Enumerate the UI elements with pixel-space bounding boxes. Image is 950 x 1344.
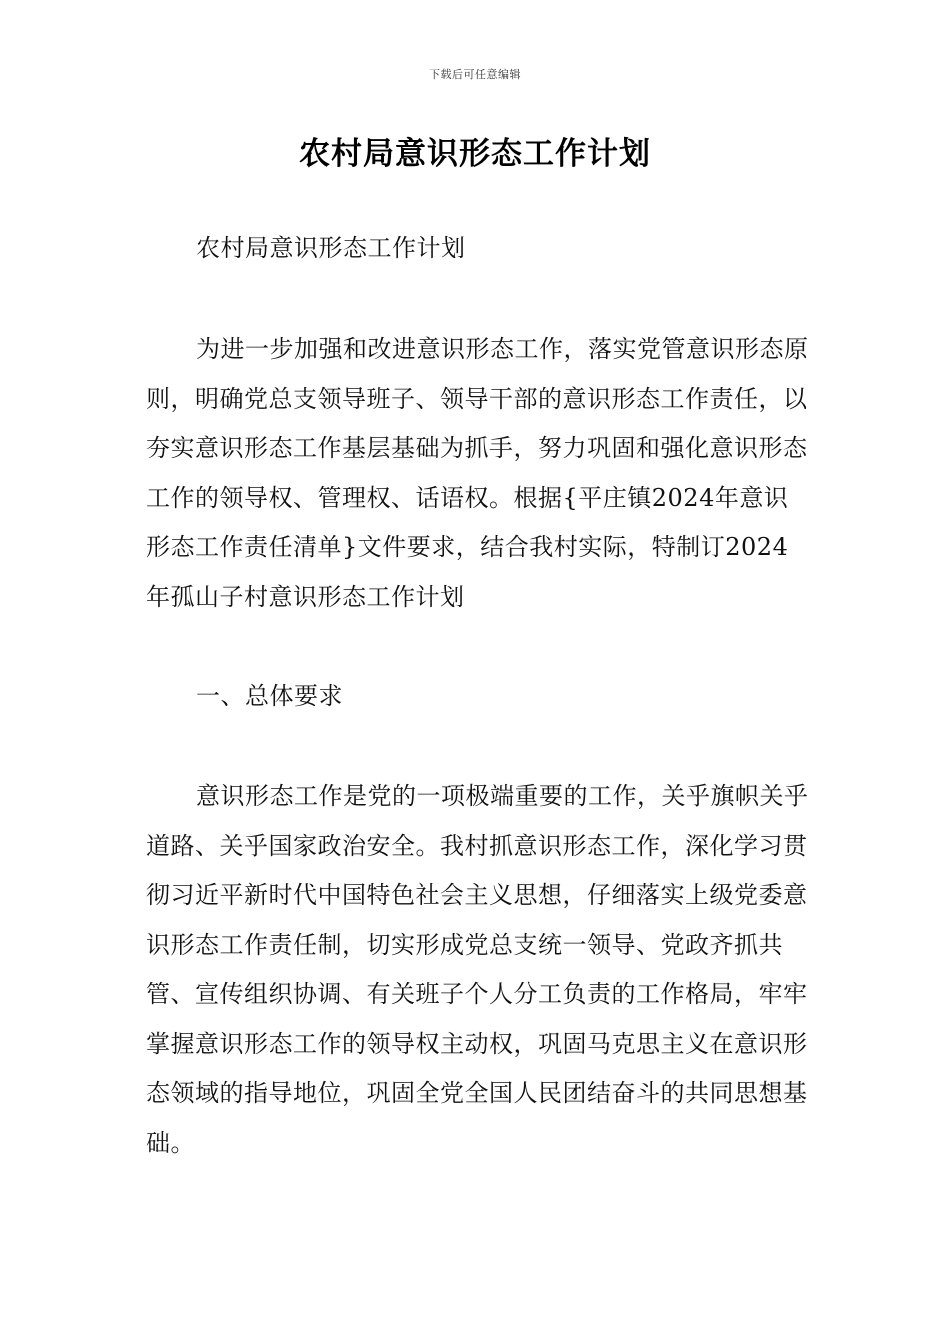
document-subtitle: 农村局意识形态工作计划 — [196, 234, 466, 262]
intro-paragraph: 为进一步加强和改进意识形态工作，落实党管意识形态原则，明确党总支领导班子、领导干部的意识形态工作责任，以夯实意识形态工作基层基础为抓手，努力巩固和强化意识形态工作的领导权、管理权、话语权。根据{平庄镇2024年意识形态工作责任清单}文件要求，结合我村实际，特制订2024年孤山子村意识形态工作计划 — [146, 335, 809, 611]
section-heading-general-requirements: 一、总体要求 — [196, 682, 343, 710]
section-paragraph-general-requirements: 意识形态工作是党的一项极端重要的工作，关乎旗帜关乎道路、关乎国家政治安全。我村抓意识形态工作，深化学习贯彻习近平新时代中国特色社会主义思想，仔细落实上级党委意识形态工作责任制，切实形成党总支统一领导、党政齐抓共管、宣传组织协调、有关班子个人分工负责的工作格局，牢牢掌握意识形态工作的领导权主动权，巩固马克思主义在意识形态领域的指导地位，巩固全党全国人民团结奋斗的共同思想基础。 — [146, 782, 809, 1157]
document-title: 农村局意识形态工作计划 — [299, 136, 651, 172]
header-note: 下载后可任意编辑 — [429, 68, 521, 81]
